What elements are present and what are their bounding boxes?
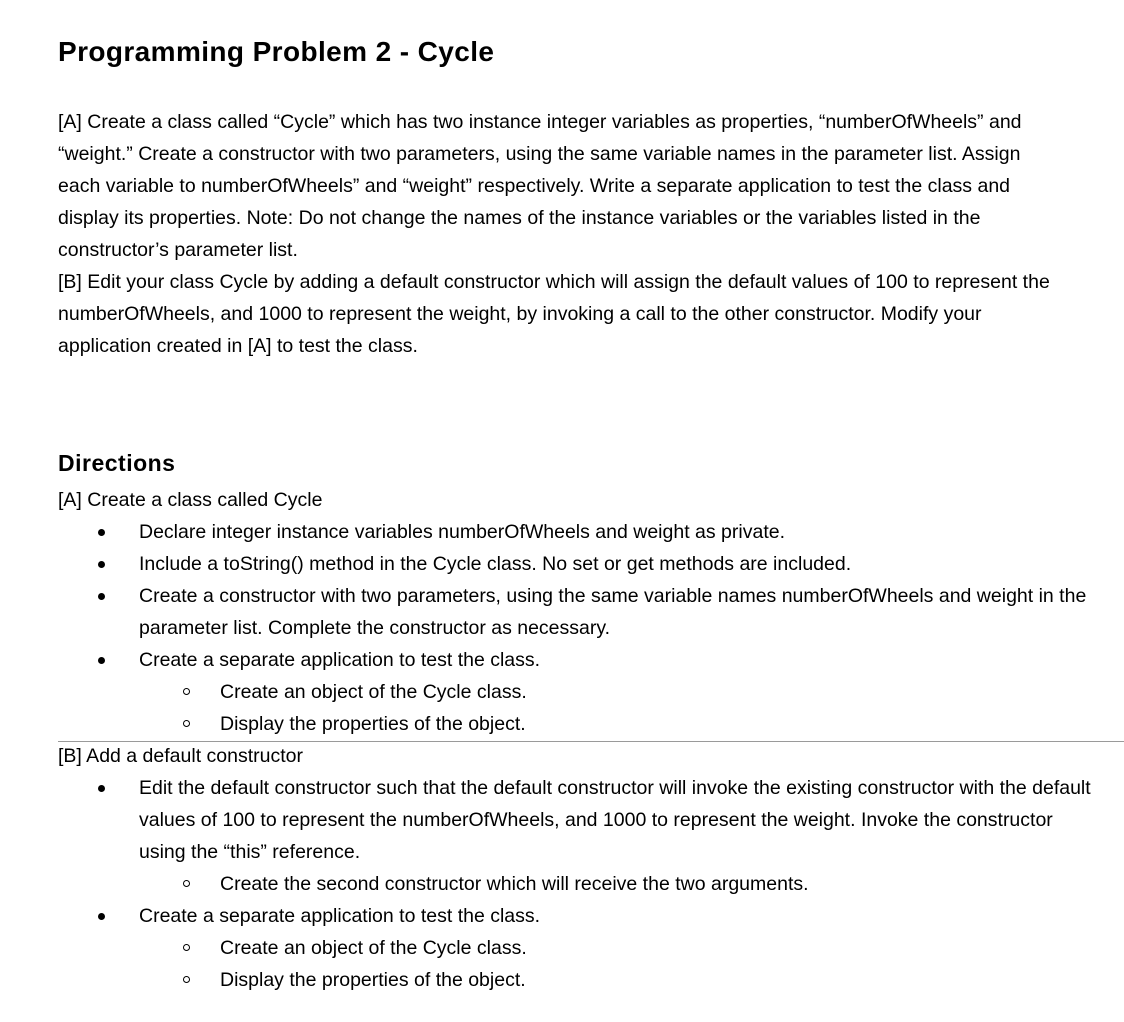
sub-bullet-item [220,708,1098,740]
bullet-item [139,516,1098,548]
bullet-text: Create a separate application to test the class. [139,649,541,671]
sub-bullet-list [139,932,1098,996]
bullet-text: Create a separate application to test the class. [139,905,541,927]
bullet-icon [98,913,105,920]
sub-bullet-text: Display the properties of the object. [220,969,526,991]
bullet-item [139,644,1098,740]
bullet-icon [98,657,105,664]
problem-part-b: [B] Edit your class Cycle by adding a default constructor which will assign the default values of 100 to represent the numberOfWheels, and 1000 to represent the weight, by invoking a call to the other constructor. Modify your application created in [A] to test the class. [58,271,1050,357]
sub-bullet-item [220,868,1098,900]
sub-bullet-list [139,868,1098,900]
bullet-item [139,548,1098,580]
sub-bullet-item [220,964,1098,996]
problem-part-a: [A] Create a class called “Cycle” which has two instance integer variables as properties, “numberOfWheels” and “weight.” Create a constructor with two parameters, using the same variable names in the parameter list. Assign each variable to numberOfWheels” and “weight” respectively. Write a separate application to test the class and display its properties. Note: Do not change the names of the instance variables or the variables listed in the constructor’s parameter list. [58,111,1022,261]
bullet-item [139,580,1098,644]
bullet-icon [98,593,105,600]
horizontal-divider [58,741,1124,742]
hollow-circle-bullet-icon [183,976,190,983]
sub-bullet-item [220,676,1098,708]
bullet-item [139,900,1098,996]
page-title: Programming Problem 2 - Cycle [58,36,495,67]
sub-bullet-item [220,932,1098,964]
bullet-icon [98,785,105,792]
bullet-icon [98,561,105,568]
directions-heading: Directions [58,450,176,476]
section-b-bullet-list [58,772,1098,996]
sub-bullet-text: Create the second constructor which will receive the two arguments. [220,873,809,895]
section-a-heading: [A] Create a class called Cycle [58,489,323,511]
hollow-circle-bullet-icon [183,688,190,695]
directions-section [58,484,1098,996]
problem-statement [58,106,1058,362]
section-a-bullet-list [58,516,1098,740]
hollow-circle-bullet-icon [183,880,190,887]
sub-bullet-text: Display the properties of the object. [220,713,526,735]
section-b-heading: [B] Add a default constructor [58,745,303,767]
sub-bullet-text: Create an object of the Cycle class. [220,937,527,959]
bullet-icon [98,529,105,536]
bullet-text: Create a constructor with two parameters, using the same variable names numberOfWheels and weight in the parameter list. Complete the constructor as necessary. [139,585,1087,639]
bullet-text: Edit the default constructor such that the default constructor will invoke the existing constructor with the default values of 100 to represent the numberOfWheels, and 1000 to represent the weight. Invoke the constructor using the “this” reference. [139,777,1091,863]
bullet-item [139,772,1098,900]
bullet-text: Include a toString() method in the Cycle class. No set or get methods are included. [139,553,852,575]
hollow-circle-bullet-icon [183,944,190,951]
sub-bullet-text: Create an object of the Cycle class. [220,681,527,703]
hollow-circle-bullet-icon [183,720,190,727]
bullet-text: Declare integer instance variables numberOfWheels and weight as private. [139,521,785,543]
sub-bullet-list [139,676,1098,740]
